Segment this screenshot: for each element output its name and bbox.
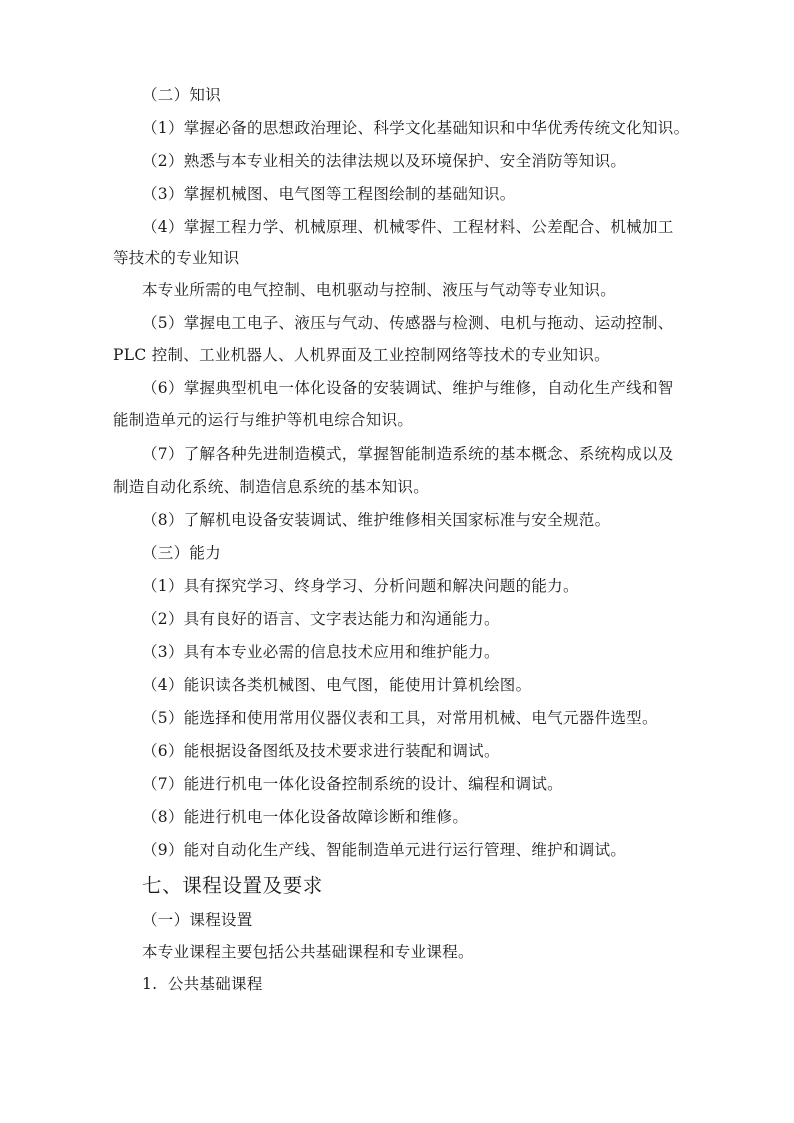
ability-heading: （三）能力 — [142, 544, 222, 562]
knowledge-item-4-cont: 等技术的专业知识 — [113, 249, 240, 267]
ability-item-1: （1）具有探究学习、终身学习、分析问题和解决问题的能力。 — [142, 577, 579, 595]
knowledge-heading: （二）知识 — [142, 86, 222, 104]
section-7-title: 七、课程设置及要求 — [142, 874, 323, 897]
knowledge-item-6-cont: 能制造单元的运行与维护等机电综合知识。 — [113, 411, 414, 429]
knowledge-item-5-cont: PLC 控制、工业机器人、人机界面及工业控制网络等技术的专业知识。 — [113, 346, 610, 364]
knowledge-item-electrical: 本专业所需的电气控制、电机驱动与控制、液压与气动等专业知识。 — [142, 281, 617, 299]
knowledge-item-8: （8）了解机电设备安装调试、维护维修相关国家标准与安全规范。 — [142, 511, 611, 529]
ability-item-4: （4）能识读各类机械图、电气图，能使用计算机绘图。 — [142, 676, 532, 694]
ability-item-7: （7）能进行机电一体化设备控制系统的设计、编程和调试。 — [142, 775, 563, 793]
knowledge-item-1: （1）掌握必备的思想政治理论、科学文化基础知识和中华优秀传统文化知识。 — [142, 119, 690, 137]
public-basic-courses-item: 1. 公共基础课程 — [142, 975, 263, 993]
knowledge-item-4: （4）掌握工程力学、机械原理、机械零件、工程材料、公差配合、机械加工 — [142, 218, 674, 236]
ability-item-6: （6）能根据设备图纸及技术要求进行装配和调试。 — [142, 742, 500, 760]
ability-item-5: （5）能选择和使用常用仪器仪表和工具，对常用机械、电气元器件选型。 — [142, 709, 658, 727]
knowledge-item-2: （2）熟悉与本专业相关的法律法规以及环境保护、安全消防等知识。 — [142, 152, 627, 170]
ability-item-8: （8）能进行机电一体化设备故障诊断和维修。 — [142, 808, 469, 826]
ability-item-2: （2）具有良好的语言、文字表达能力和沟通能力。 — [142, 610, 500, 628]
knowledge-item-6: （6）掌握典型机电一体化设备的安装调试、维护与维修，自动化生产线和智 — [142, 379, 674, 397]
course-intro: 本专业课程主要包括公共基础课程和专业课程。 — [142, 943, 474, 961]
ability-item-3: （3）具有本专业必需的信息技术应用和维护能力。 — [142, 643, 500, 661]
ability-item-9: （9）能对自动化生产线、智能制造单元进行运行管理、维护和调试。 — [142, 841, 627, 859]
knowledge-item-7-cont: 制造自动化系统、制造信息系统的基本知识。 — [113, 478, 430, 496]
knowledge-item-3: （3）掌握机械图、电气图等工程图绘制的基础知识。 — [142, 185, 516, 203]
course-setting-subheading: （一）课程设置 — [142, 911, 253, 929]
knowledge-item-5: （5）掌握电工电子、液压与气动、传感器与检测、电机与拖动、运动控制、 — [142, 314, 674, 332]
knowledge-item-7: （7）了解各种先进制造模式，掌握智能制造系统的基本概念、系统构成以及 — [142, 445, 674, 463]
